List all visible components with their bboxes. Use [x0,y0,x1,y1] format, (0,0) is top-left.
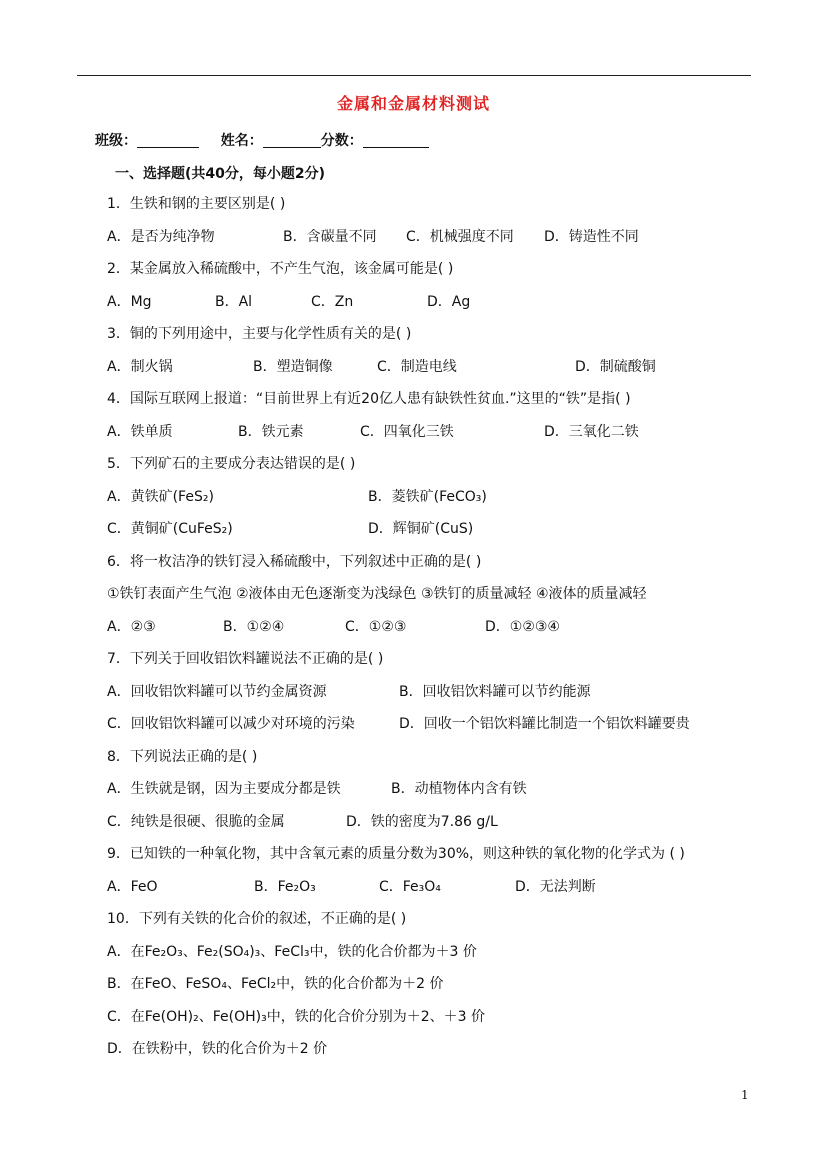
question-option: C．黄铜矿(CuFeS₂) [107,521,233,537]
question-option: C．回收铝饮料罐可以减少对环境的污染 [107,716,355,732]
question-option: A．回收铝饮料罐可以节约金属资源 [107,684,327,700]
class-blank[interactable] [137,133,199,148]
question-option: B．铁元素 [238,424,304,440]
question-option: D．在铁粉中，铁的化合价为＋2 价 [107,1041,328,1057]
question-stem: 6．将一枚洁净的铁钉浸入稀硫酸中，下列叙述中正确的是( ) [107,554,482,570]
student-info-row [95,130,429,150]
question-option: D．铁的密度为7.86 g/L [346,814,498,830]
section-header: 一、选择题(共40分，每小题2分) [115,166,326,182]
question-option: B．Fe₂O₃ [254,879,316,895]
question-options-row [107,293,767,311]
question-stem: 10．下列有关铁的化合价的叙述，不正确的是( ) [107,911,407,927]
question-option: D．制硫酸铜 [575,359,656,375]
question-options-row [107,780,767,798]
question-option: D．①②③④ [485,619,560,635]
question-option: D．铸造性不同 [544,229,639,245]
question-option: C．机械强度不同 [406,229,514,245]
question-option: B．回收铝饮料罐可以节约能源 [399,684,591,700]
class-label: 班级： [95,133,137,149]
question-options-row [107,423,767,441]
question-stem: 7．下列关于回收铝饮料罐说法不正确的是( ) [107,651,384,667]
question-option: A．是否为纯净物 [107,229,215,245]
header-rule [77,75,751,76]
question-option: C．纯铁是很硬、很脆的金属 [107,814,285,830]
score-label: 分数： [320,133,363,149]
question-option: B．在FeO、FeSO₄、FeCl₂中，铁的化合价都为＋2 价 [107,976,444,992]
question-option: C．①②③ [345,619,407,635]
page-number: 1 [741,1088,749,1102]
question-stem: 2．某金属放入稀硫酸中，不产生气泡，该金属可能是( ) [107,261,454,277]
question-option: A．制火锅 [107,359,173,375]
question-option: D．三氧化二铁 [544,424,639,440]
question-option: A．铁单质 [107,424,173,440]
question-option: B．①②④ [223,619,285,635]
question-stem: 8．下列说法正确的是( ) [107,749,258,765]
question-options-row [107,488,767,506]
question-option: C．在Fe(OH)₂、Fe(OH)₃中，铁的化合价分别为＋2、＋3 价 [107,1009,486,1025]
question-option: D．无法判断 [515,879,596,895]
question-statements: ①铁钉表面产生气泡 ②液体由无色逐渐变为浅绿色 ③铁钉的质量减轻 ④液体的质量减轻 [107,586,647,602]
question-stem: 9．已知铁的一种氧化物，其中含氧元素的质量分数为30%，则这种铁的氧化物的化学式为 ( ) [107,846,685,862]
question-option: B．菱铁矿(FeCO₃) [368,489,487,505]
question-options-row [107,715,767,733]
question-option: C．四氧化三铁 [360,424,454,440]
question-options-row [107,520,767,538]
question-option: A．Mg [107,294,152,310]
question-stem: 3．铜的下列用途中，主要与化学性质有关的是( ) [107,326,412,342]
question-option: C．Zn [311,294,354,310]
question-options-row [107,618,767,636]
question-option: D．辉铜矿(CuS) [368,521,474,537]
question-option: B．塑造铜像 [253,359,333,375]
question-option: A．生铁就是钢，因为主要成分都是铁 [107,781,341,797]
question-options-row [107,813,767,831]
question-option: A．黄铁矿(FeS₂) [107,489,214,505]
question-option: A．②③ [107,619,156,635]
question-options-row [107,228,767,246]
question-option: A．在Fe₂O₃、Fe₂(SO₄)₃、FeCl₃中，铁的化合价都为＋3 价 [107,944,477,960]
question-option: C．制造电线 [377,359,457,375]
question-stem: 4．国际互联网上报道：“目前世界上有近20亿人患有缺铁性贫血.”这里的“铁”是指( ) [107,391,631,407]
question-option: A．FeO [107,879,158,895]
question-options-row [107,358,767,376]
page-title: 金属和金属材料测试 [336,94,490,113]
name-blank[interactable] [263,133,321,148]
score-blank[interactable] [363,133,429,148]
question-stem: 5．下列矿石的主要成分表达错误的是( ) [107,456,356,472]
question-option: C．Fe₃O₄ [379,879,441,895]
question-option: B．动植物体内含有铁 [391,781,527,797]
question-option: D．回收一个铝饮料罐比制造一个铝饮料罐要贵 [399,716,690,732]
question-options-row [107,878,767,896]
question-stem: 1．生铁和钢的主要区别是( ) [107,196,286,212]
question-option: B．Al [215,294,253,310]
question-options-row [107,683,767,701]
question-option: B．含碳量不同 [283,229,377,245]
question-option: D．Ag [427,294,471,310]
name-label: 姓名： [220,133,263,149]
